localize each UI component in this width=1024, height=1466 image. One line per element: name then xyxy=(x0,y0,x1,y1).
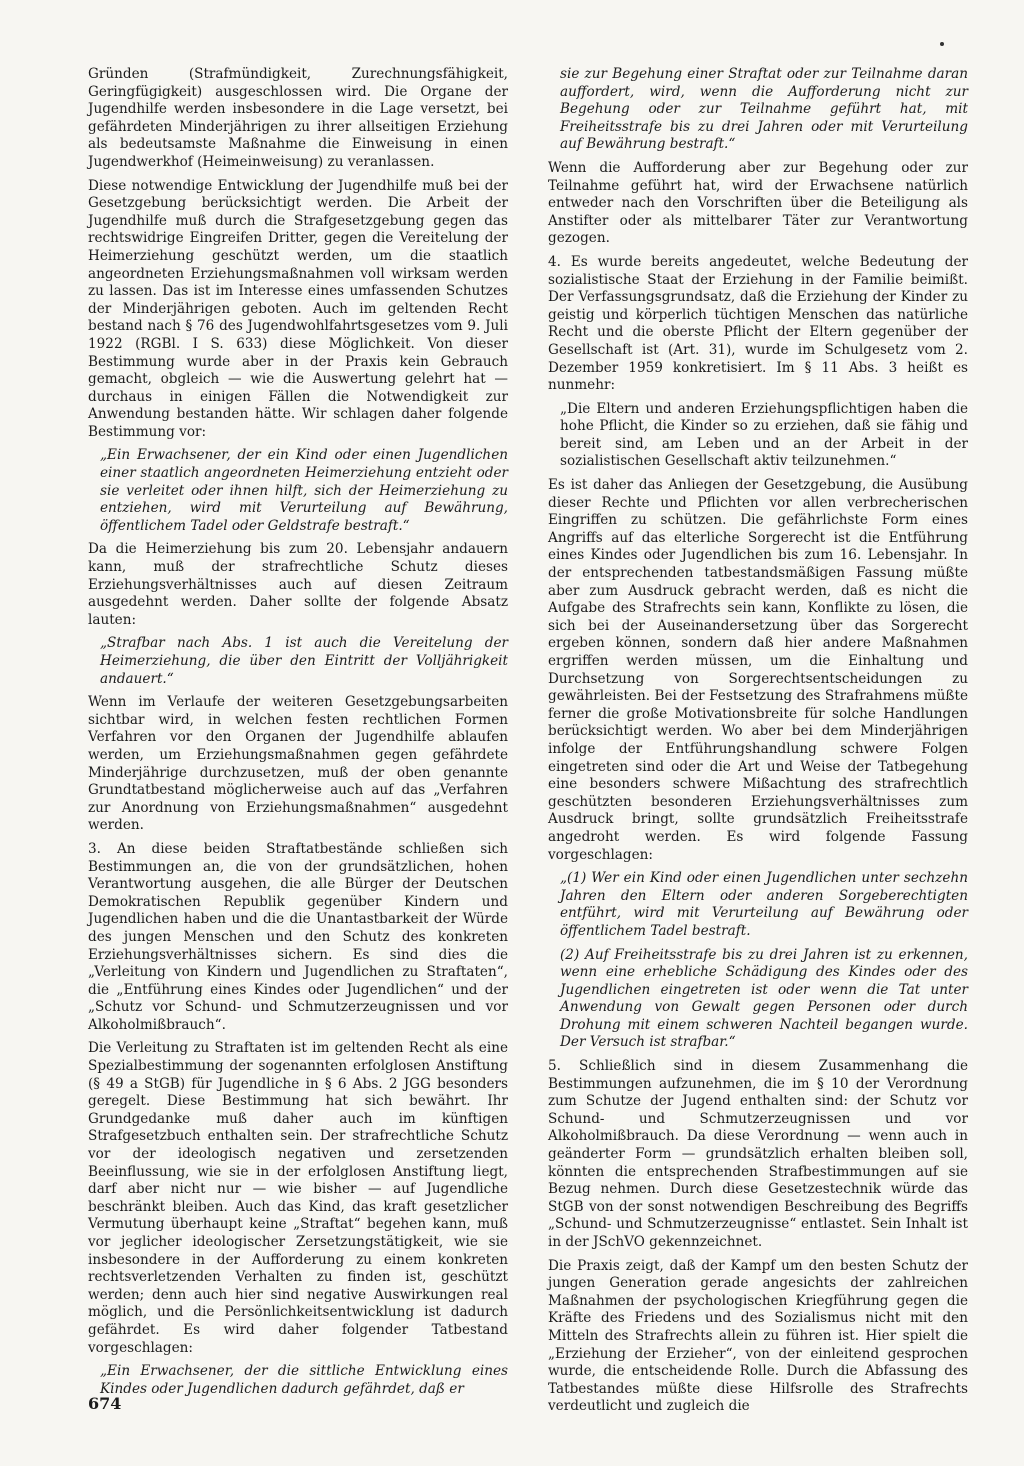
paragraph: Die Verleitung zu Straftaten ist im geltenden Recht als eine Spezialbestimmung der sogenannten erfolglosen Anstiftung (§ 49 a StGB) für Jugendliche in § 6 Abs. 2 JGG besonders geregelt. Diese Bestimmung hat sich bewährt. Ihr Grundgedanke muß daher auch im künftigen Strafgesetzbuch enthalten sein. Der strafrechtliche Schutz vor der ideologisch negativen und zersetzenden Beeinflussung, wie sie in der erfolglosen Anstiftung liegt, darf aber nicht nur — wie bisher — auf Jugendliche beschränkt bleiben. Auch das Kind, das kraft gesetzlicher Vermutung überhaupt keine „Straftat“ begehen kann, muß vor jeglicher ideologischer Zersetzungstätigkeit, wie sie insbesondere in der Aufforderung zu einem konkreten rechtsverletzenden Verhalten zu finden ist, geschützt werden; denn auch hier sind negative Auswirkungen real möglich, und die Persönlichkeitsentwicklung ist dadurch gefährdet. Es wird daher folgender Tatbestand vorgeschlagen: xyxy=(88,1040,508,1356)
paragraph: Es ist daher das Anliegen der Gesetzgebung, die Ausübung dieser Rechte und Pflichten vor allen verbrecherischen Eingriffen zu schützen. Die gefährlichste Form eines Angriffs auf das elterliche Sorgerecht ist die Entführung eines Kindes oder Jugendlichen bis zum 16. Lebensjahr. In der entsprechenden tatbestandsmäßigen Fassung müßte aber zum Ausdruck gebracht werden, daß es nicht die Aufgabe des Strafrechts sein kann, Konflikte zu lösen, die sich bei der Auseinandersetzung über das Sorgerecht ergeben können, sondern daß hier andere Maßnahmen ergriffen werden müssen, um die Einhaltung und Durchsetzung von Sorgerechtsentscheidungen zu gewährleisten. Bei der Festsetzung des Strafrahmens müßte ferner die große Motivationsbreite für solche Handlungen berücksichtigt werden. Wo aber bei dem Minderjährigen infolge der Entführungshandlung schwere Folgen eingetreten sind oder die Art und Weise der Tatbegehung eine besonders schwere Mißachtung des strafrechtlich geschützten besonderen Erziehungsverhältnisses zum Ausdruck bringt, sollte grundsätzlich Freiheitsstrafe angedroht werden. Es wird folgende Fassung vorgeschlagen: xyxy=(548,477,968,863)
quoted-provision: „Ein Erwachsener, der die sittliche Entwicklung eines Kindes oder Jugendlichen dadurch gefährdet, daß er xyxy=(100,1363,508,1397)
left-column xyxy=(88,66,508,1404)
quoted-provision: „(1) Wer ein Kind oder einen Jugendlichen unter sechzehn Jahren den Eltern oder anderen Sorgeberechtigten entführt, wird mit Verurteilung auf Bewährung oder öffentlichem Tadel bestraft. xyxy=(560,870,968,939)
paragraph: Diese notwendige Entwicklung der Jugendhilfe muß bei der Gesetzgebung berücksichtigt werden. Die Arbeit der Jugendhilfe muß durch die Strafgesetzgebung gegen das rechtswidrige Eingreifen Dritter, gegen die Vereitelung der Heimerziehung geschützt werden, um die staatlich angeordneten Erziehungsmaßnahmen voll wirksam werden zu lassen. Das ist im Interesse eines umfassenden Schutzes der Minderjährigen geboten. Auch im geltenden Recht bestand nach § 76 des Jugendwohlfahrtsgesetzes vom 9. Juli 1922 (RGBl. I S. 633) diese Möglichkeit. Von dieser Bestimmung wurde aber in der Praxis kein Gebrauch gemacht, obgleich — wie die Auswertung gelehrt hat — durchaus in einigen Fällen die Notwendigkeit zur Anwendung bestanden hätte. Wir schlagen daher folgende Bestimmung vor: xyxy=(88,177,508,440)
quoted-provision: „Strafbar nach Abs. 1 ist auch die Vereitelung der Heimerziehung, die über den Eintritt der Volljährigkeit andauert.“ xyxy=(100,635,508,687)
right-column xyxy=(548,66,968,1422)
paragraph: Wenn im Verlaufe der weiteren Gesetzgebungsarbeiten sichtbar wird, in welchen festen rechtlichen Formen Verfahren vor den Organen der Jugendhilfe ablaufen werden, um Erziehungsmaßnahmen gegen gefährdete Minderjährige durchzusetzen, muß der oben genannte Grundtatbestand möglicherweise auch auf das „Verfahren zur Anordnung von Erziehungsmaßnahmen“ ausgedehnt werden. xyxy=(88,694,508,834)
quoted-provision: „Ein Erwachsener, der ein Kind oder einen Jugendlichen einer staatlich angeordneten Heimerziehung entzieht oder sie verleitet oder ihnen hilft, sich der Heimerziehung zu entziehen, wird mit Verurteilung auf Bewährung, öffentlichem Tadel oder Geldstrafe bestraft.“ xyxy=(100,447,508,534)
page-number: 674 xyxy=(88,1394,122,1413)
paragraph: Wenn die Aufforderung aber zur Begehung oder zur Teilnahme geführt hat, wird der Erwachsene natürlich entweder nach den Vorschriften über die Beteiligung als Anstifter oder als mittelbarer Täter zur Verantwortung gezogen. xyxy=(548,159,968,247)
paragraph: Gründen (Strafmündigkeit, Zurechnungsfähigkeit, Geringfügigkeit) ausgeschlossen wird. Die Organe der Jugendhilfe werden insbesondere in die Lage versetzt, bei gefährdeten Minderjährigen zu ihrer allseitigen Erziehung als bedeutsamste Maßnahme die Einweisung in einen Jugendwerkhof (Heimeinweisung) zu veranlassen. xyxy=(88,66,508,170)
paragraph: 4. Es wurde bereits angedeutet, welche Bedeutung der sozialistische Staat der Erziehung in der Familie beimißt. Der Verfassungsgrundsatz, daß die Erziehung der Kinder zu geistig und körperlich tüchtigen Menschen das natürliche Recht und die oberste Pflicht der Eltern gegenüber der Gesellschaft ist (Art. 31), wurde im Schulgesetz vom 2. Dezember 1959 konkretisiert. Im § 11 Abs. 3 heißt es nunmehr: xyxy=(548,253,968,394)
paragraph: 3. An diese beiden Straftatbestände schließen sich Bestimmungen an, die von der grundsätzlichen, hohen Verantwortung ausgehen, die alle Bürger der Deutschen Demokratischen Republik gegenüber Kindern und Jugendlichen haben und die die Unantastbarkeit der Würde des jungen Menschen und den Schutz des konkreten Erziehungsverhältnisses sichern. Es sind dies die „Verleitung von Kindern und Jugendlichen zu Straftaten“, die „Entführung eines Kindes oder Jugendlichen“ und der „Schutz vor Schund- und Schmutzerzeugnissen und vor Alkoholmißbrauch“. xyxy=(88,840,508,1033)
quoted-provision: sie zur Begehung einer Straftat oder zur Teilnahme daran auffordert, wird, wenn die Aufforderung nicht zur Begehung oder zur Teilnahme geführt hat, mit Freiheitsstrafe bis zu drei Jahren oder mit Verurteilung auf Bewährung bestraft.“ xyxy=(560,66,968,153)
paragraph: Da die Heimerziehung bis zum 20. Lebensjahr andauern kann, muß der strafrechtliche Schutz dieses Erziehungsverhältnisses auch auf diesen Zeitraum ausgedehnt werden. Daher sollte der folgende Absatz lauten: xyxy=(88,541,508,628)
paragraph: Die Praxis zeigt, daß der Kampf um den besten Schutz der jungen Generation gerade angesichts der zahlreichen Maßnahmen der psychologischen Kriegführung gegen die Kräfte des Friedens und des Sozialismus nicht mit den Mitteln des Strafrechts allein zu führen ist. Hier spielt die „Erziehung der Erzieher“, von der einleitend gesprochen wurde, die entscheidende Rolle. Durch die Abfassung des Tatbestandes müßte diese Hilfsrolle des Strafrechts verdeutlicht und zugleich die xyxy=(548,1257,968,1415)
scan-speck xyxy=(940,42,944,46)
quoted-provision: (2) Auf Freiheitsstrafe bis zu drei Jahren ist zu erkennen, wenn eine erhebliche Schädigung des Kindes oder des Jugendlichen eingetreten ist oder wenn die Tat unter Anwendung von Gewalt gegen Personen oder durch Drohung mit einem schweren Nachteil begangen wurde. Der Versuch ist strafbar.“ xyxy=(560,946,968,1051)
paragraph: 5. Schließlich sind in diesem Zusammenhang die Bestimmungen aufzunehmen, die im § 10 der Verordnung zum Schutze der Jugend enthalten sind: der Schutz vor Schund- und Schmutzerzeugnissen und vor Alkoholmißbrauch. Da diese Verordnung — wenn auch in geänderter Form — grundsätzlich erhalten bleiben soll, könnten die entsprechenden Strafbestimmungen auf sie Bezug nehmen. Durch diese Gesetzestechnik würde das StGB von der sonst notwendigen Beschreibung des Begriffs „Schund- und Schmutzerzeugnisse“ entlastet. Sein Inhalt ist in der JSchVO gekennzeichnet. xyxy=(548,1058,968,1250)
quoted-law-text: „Die Eltern und anderen Erziehungspflichtigen haben die hohe Pflicht, die Kinder so zu erziehen, daß sie fähig und bereit sind, am Leben und an der Arbeit in der sozialistischen Gesellschaft aktiv teilzunehmen.“ xyxy=(560,400,968,470)
